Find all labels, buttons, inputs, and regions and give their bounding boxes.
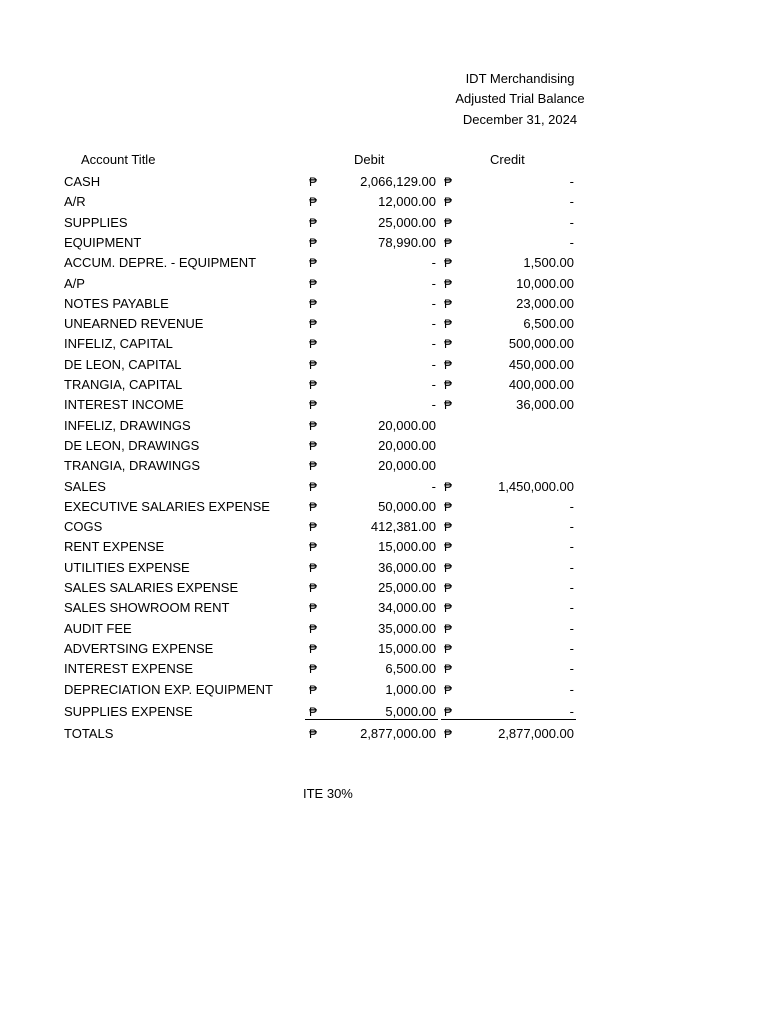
debit-amount-cell: 12,000.00 [378, 194, 436, 209]
account-title-cell: SUPPLIES [64, 215, 128, 230]
account-title-cell: ACCUM. DEPRE. - EQUIPMENT [64, 255, 257, 270]
account-title-cell: SALES SHOWROOM RENT [64, 600, 230, 615]
debit-peso-symbol: ₱ [309, 601, 318, 615]
credit-peso-symbol: ₱ [444, 378, 453, 392]
report-title: Adjusted Trial Balance [455, 91, 585, 106]
report-date: December 31, 2024 [462, 112, 578, 127]
table-row [0, 294, 768, 314]
table-row [0, 274, 768, 294]
debit-amount-cell: - [431, 296, 436, 311]
debit-peso-symbol: ₱ [309, 520, 318, 534]
table-row [0, 436, 768, 456]
debit-peso-symbol: ₱ [309, 378, 318, 392]
debit-peso-symbol: ₱ [309, 236, 318, 250]
credit-amount-cell: - [569, 174, 574, 189]
table-row [0, 192, 768, 212]
debit-amount-cell: 15,000.00 [378, 641, 436, 656]
account-title-cell: RENT EXPENSE [64, 539, 165, 554]
debit-peso-symbol: ₱ [309, 317, 318, 331]
table-row [0, 639, 768, 659]
credit-amount-cell: - [569, 661, 574, 676]
account-title-cell: NOTES PAYABLE [64, 296, 169, 311]
debit-amount-cell: 25,000.00 [378, 580, 436, 595]
debit-peso-symbol: ₱ [309, 439, 318, 453]
credit-peso-symbol: ₱ [444, 727, 453, 741]
account-title-cell: DEPRECIATION EXP. EQUIPMENT [64, 682, 274, 697]
table-row [0, 537, 768, 557]
credit-amount-cell: - [569, 621, 574, 636]
debit-amount-cell: - [431, 276, 436, 291]
credit-peso-symbol: ₱ [444, 358, 453, 372]
debit-peso-symbol: ₱ [309, 500, 318, 514]
credit-peso-symbol: ₱ [444, 277, 453, 291]
debit-peso-symbol: ₱ [309, 358, 318, 372]
table-row [0, 578, 768, 598]
debit-amount-cell: 78,990.00 [378, 235, 436, 250]
credit-amount-cell: - [569, 235, 574, 250]
totals-row [0, 724, 768, 744]
credit-peso-symbol: ₱ [444, 175, 453, 189]
debit-amount-cell: - [431, 336, 436, 351]
table-row [0, 314, 768, 334]
debit-amount-cell: 2,066,129.00 [360, 174, 436, 189]
credit-subtotal-rule [441, 719, 576, 720]
account-title-cell: SALES SALARIES EXPENSE [64, 580, 239, 595]
debit-amount-cell: 6,500.00 [385, 661, 436, 676]
credit-amount-cell: - [569, 194, 574, 209]
debit-amount-cell: 35,000.00 [378, 621, 436, 636]
credit-amount-cell: 36,000.00 [516, 397, 574, 412]
table-row [0, 172, 768, 192]
debit-amount-cell: 5,000.00 [385, 704, 436, 719]
debit-peso-symbol: ₱ [309, 337, 318, 351]
debit-peso-symbol: ₱ [309, 622, 318, 636]
credit-peso-symbol: ₱ [444, 540, 453, 554]
account-title-cell: TRANGIA, CAPITAL [64, 377, 183, 392]
credit-amount-cell: - [569, 499, 574, 514]
account-title-cell: SALES [64, 479, 106, 494]
account-title-cell: EXECUTIVE SALARIES EXPENSE [64, 499, 270, 514]
credit-peso-symbol: ₱ [444, 662, 453, 676]
table-row [0, 334, 768, 354]
table-row [0, 598, 768, 618]
credit-amount-cell: 10,000.00 [516, 276, 574, 291]
credit-peso-symbol: ₱ [444, 622, 453, 636]
account-title-cell: A/P [64, 276, 85, 291]
debit-peso-symbol: ₱ [309, 459, 318, 473]
credit-amount-cell: 1,450,000.00 [498, 479, 574, 494]
account-title-cell: INTEREST EXPENSE [64, 661, 194, 676]
debit-amount-cell: 1,000.00 [385, 682, 436, 697]
debit-amount-cell: 36,000.00 [378, 560, 436, 575]
credit-amount-cell: - [569, 600, 574, 615]
credit-peso-symbol: ₱ [444, 500, 453, 514]
credit-amount-cell: 450,000.00 [508, 357, 574, 372]
credit-peso-symbol: ₱ [444, 683, 453, 697]
debit-amount-cell: - [431, 357, 436, 372]
credit-peso-symbol: ₱ [444, 297, 453, 311]
debit-amount-cell: 412,381.00 [370, 519, 436, 534]
debit-peso-symbol: ₱ [309, 480, 318, 494]
debit-peso-symbol: ₱ [309, 705, 318, 719]
account-title-cell: UTILITIES EXPENSE [64, 560, 190, 575]
debit-amount-cell: 15,000.00 [378, 539, 436, 554]
credit-amount-cell: - [569, 519, 574, 534]
debit-amount-cell: 25,000.00 [378, 215, 436, 230]
debit-peso-symbol: ₱ [309, 642, 318, 656]
table-row [0, 375, 768, 395]
debit-peso-symbol: ₱ [309, 175, 318, 189]
table-row [0, 355, 768, 375]
account-title-cell: ADVERTSING EXPENSE [64, 641, 214, 656]
credit-amount-cell: - [569, 704, 574, 719]
debit-amount-cell: 20,000.00 [378, 418, 436, 433]
credit-amount-cell: 400,000.00 [508, 377, 574, 392]
credit-peso-symbol: ₱ [444, 520, 453, 534]
debit-peso-symbol: ₱ [309, 540, 318, 554]
debit-subtotal-rule [305, 719, 438, 720]
table-row [0, 213, 768, 233]
table-row [0, 477, 768, 497]
credit-amount-cell: - [569, 215, 574, 230]
table-row [0, 517, 768, 537]
table-row [0, 558, 768, 578]
debit-amount-cell: 34,000.00 [378, 600, 436, 615]
credit-peso-symbol: ₱ [444, 337, 453, 351]
footnote: ITE 30% [303, 786, 353, 801]
debit-amount-cell: - [431, 316, 436, 331]
account-title-cell: EQUIPMENT [64, 235, 142, 250]
table-row [0, 456, 768, 476]
table-row [0, 680, 768, 700]
credit-header: Credit [490, 152, 525, 167]
account-title-cell: UNEARNED REVENUE [64, 316, 204, 331]
credit-peso-symbol: ₱ [444, 317, 453, 331]
debit-peso-symbol: ₱ [309, 256, 318, 270]
credit-peso-symbol: ₱ [444, 705, 453, 719]
credit-amount-cell: - [569, 682, 574, 697]
account-title-cell: TRANGIA, DRAWINGS [64, 458, 201, 473]
credit-peso-symbol: ₱ [444, 601, 453, 615]
credit-peso-symbol: ₱ [444, 561, 453, 575]
debit-peso-symbol: ₱ [309, 561, 318, 575]
table-row [0, 233, 768, 253]
credit-amount-cell: - [569, 560, 574, 575]
debit-peso-symbol: ₱ [309, 297, 318, 311]
account-title-cell: INFELIZ, CAPITAL [64, 336, 173, 351]
debit-amount-cell: - [431, 377, 436, 392]
credit-peso-symbol: ₱ [444, 256, 453, 270]
credit-amount-cell: 2,877,000.00 [498, 726, 574, 741]
debit-peso-symbol: ₱ [309, 581, 318, 595]
company-name: IDT Merchandising [465, 71, 575, 86]
credit-amount-cell: - [569, 539, 574, 554]
debit-peso-symbol: ₱ [309, 398, 318, 412]
table-row [0, 395, 768, 415]
credit-peso-symbol: ₱ [444, 642, 453, 656]
account-title-cell: INFELIZ, DRAWINGS [64, 418, 191, 433]
credit-amount-cell: 23,000.00 [516, 296, 574, 311]
credit-amount-cell: 6,500.00 [523, 316, 574, 331]
debit-peso-symbol: ₱ [309, 195, 318, 209]
debit-peso-symbol: ₱ [309, 727, 318, 741]
credit-peso-symbol: ₱ [444, 236, 453, 250]
debit-amount-cell: - [431, 397, 436, 412]
debit-header: Debit [354, 152, 385, 167]
debit-peso-symbol: ₱ [309, 662, 318, 676]
credit-peso-symbol: ₱ [444, 195, 453, 209]
table-row [0, 619, 768, 639]
debit-amount-cell: - [431, 255, 436, 270]
debit-peso-symbol: ₱ [309, 216, 318, 230]
account-title-cell: AUDIT FEE [64, 621, 132, 636]
account-title-cell: CASH [64, 174, 101, 189]
account-title-cell: DE LEON, CAPITAL [64, 357, 182, 372]
debit-peso-symbol: ₱ [309, 277, 318, 291]
credit-peso-symbol: ₱ [444, 480, 453, 494]
credit-amount-cell: 500,000.00 [508, 336, 574, 351]
debit-amount-cell: 20,000.00 [378, 458, 436, 473]
account-title-cell: COGS [64, 519, 103, 534]
credit-peso-symbol: ₱ [444, 581, 453, 595]
table-row [0, 659, 768, 679]
account-title-cell: TOTALS [64, 726, 114, 741]
table-row [0, 497, 768, 517]
table-row [0, 253, 768, 273]
credit-amount-cell: - [569, 580, 574, 595]
debit-amount-cell: 2,877,000.00 [360, 726, 436, 741]
debit-amount-cell: - [431, 479, 436, 494]
debit-peso-symbol: ₱ [309, 683, 318, 697]
debit-amount-cell: 20,000.00 [378, 438, 436, 453]
account-title-cell: SUPPLIES EXPENSE [64, 704, 193, 719]
account-title-header: Account Title [81, 152, 156, 167]
account-title-cell: DE LEON, DRAWINGS [64, 438, 200, 453]
credit-peso-symbol: ₱ [444, 398, 453, 412]
credit-amount-cell: 1,500.00 [523, 255, 574, 270]
credit-amount-cell: - [569, 641, 574, 656]
account-title-cell: A/R [64, 194, 86, 209]
credit-peso-symbol: ₱ [444, 216, 453, 230]
debit-peso-symbol: ₱ [309, 419, 318, 433]
debit-amount-cell: 50,000.00 [378, 499, 436, 514]
account-title-cell: INTEREST INCOME [64, 397, 184, 412]
table-row [0, 416, 768, 436]
